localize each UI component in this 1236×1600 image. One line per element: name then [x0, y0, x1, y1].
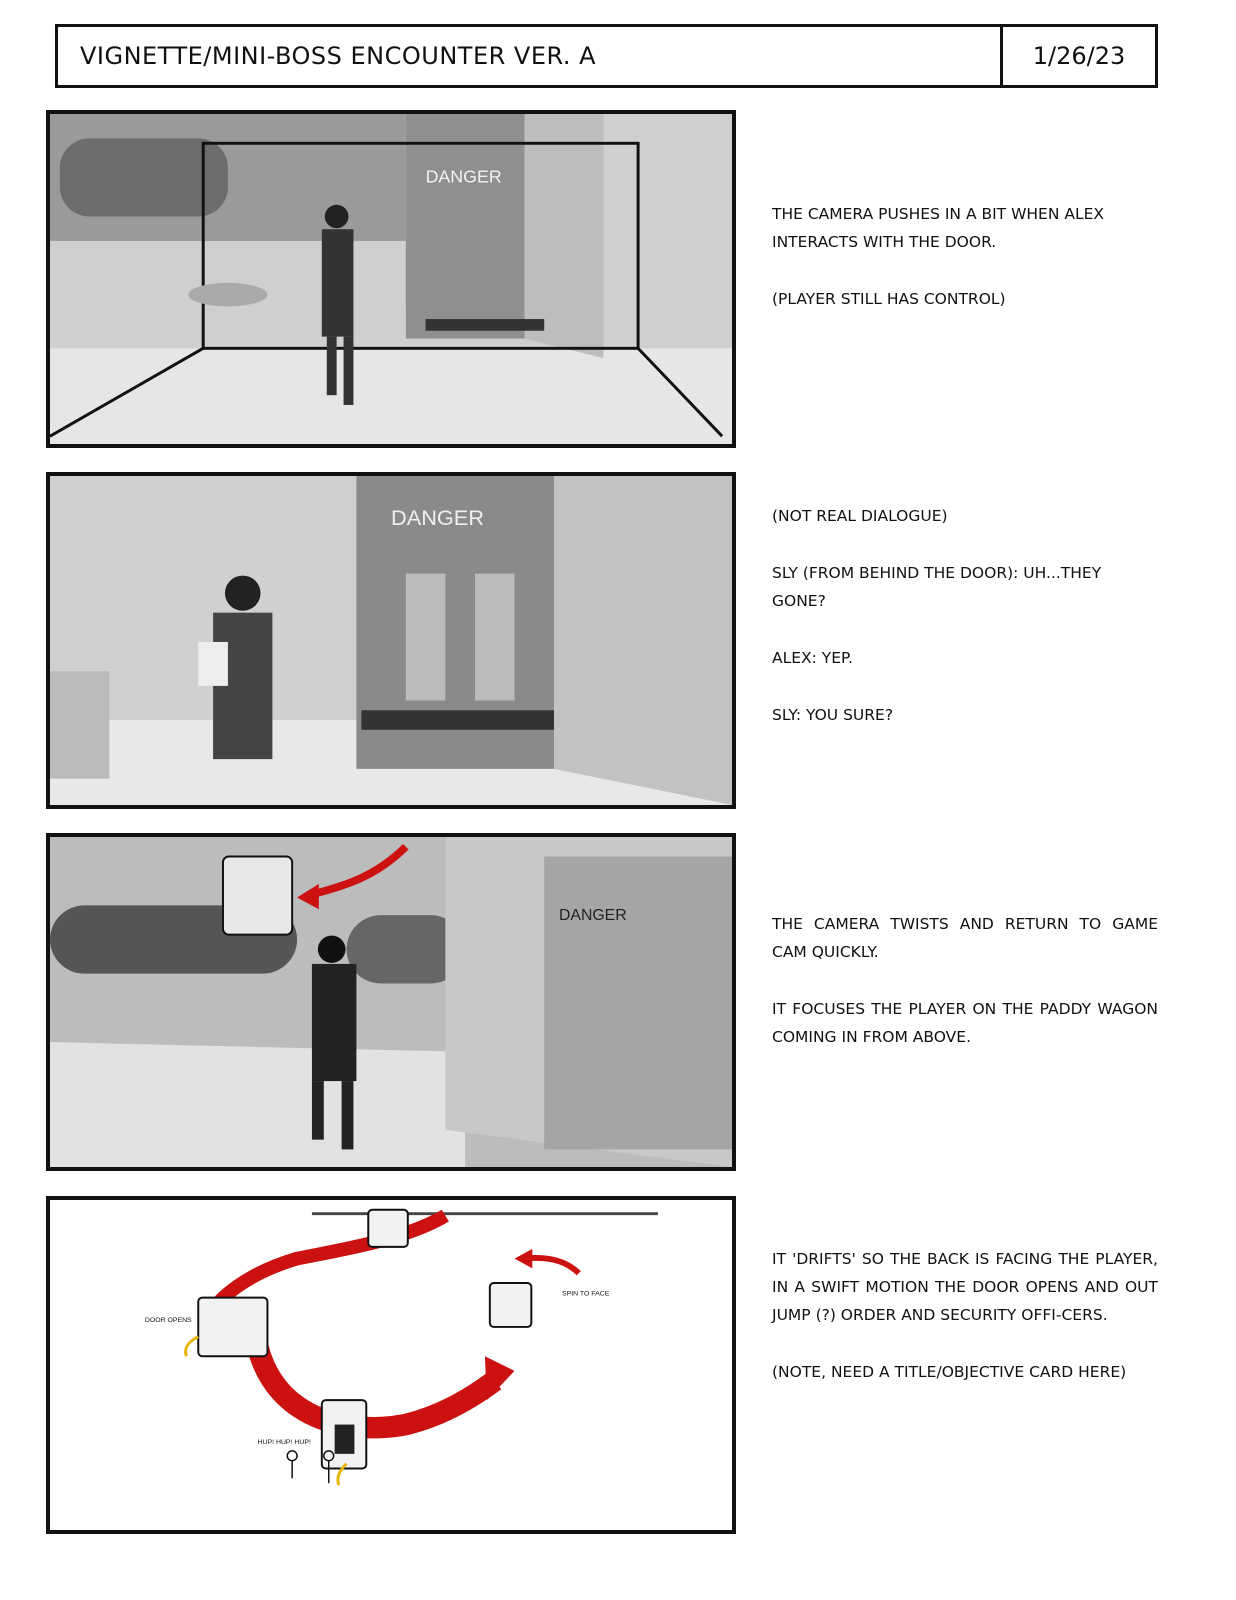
knocked-out-figure	[188, 283, 267, 306]
label-hup: HUP! HUP! HUP!	[257, 1439, 311, 1447]
panel-3-sketch	[50, 837, 732, 1167]
note-text: SLY (FROM BEHIND THE DOOR): UH...THEY GONE?	[772, 564, 1102, 610]
note-text: IT FOCUSES THE PLAYER ON THE PADDY WAGON COMING IN FROM ABOVE.	[772, 1000, 1158, 1046]
note-text: (NOTE, NEED A TITLE/OBJECTIVE CARD HERE)	[772, 1363, 1127, 1381]
danger-door	[544, 857, 732, 1150]
label-spin-to-face: SPIN TO FACE	[561, 1290, 610, 1298]
panel-3-notes	[772, 910, 1158, 1080]
paddy-wagon-top	[368, 1210, 408, 1247]
paddy-wagon-right	[490, 1283, 532, 1327]
alex-figure	[225, 576, 261, 611]
panel-4-diagram	[50, 1200, 732, 1530]
note-text: ALEX: YEP.	[772, 649, 853, 667]
panel-4-notes	[772, 1245, 1158, 1415]
note-text: IT 'DRIFTS' SO THE BACK IS FACING THE PLAYER, IN A SWIFT MOTION THE DOOR OPENS AND OUT JUMP (?) ORDER AND SECURITY OFFI-CERS.	[772, 1250, 1158, 1324]
note-text: (NOT REAL DIALOGUE)	[772, 507, 948, 525]
paddy-wagon	[223, 857, 292, 935]
storyboard-panel-3	[46, 833, 736, 1171]
storyboard-panel-4	[46, 1196, 736, 1534]
panel-2-notes	[772, 502, 1158, 758]
storyboard-panel-1	[46, 110, 736, 448]
storyboard-panel-2	[46, 472, 736, 809]
alex-figure	[318, 936, 346, 963]
label-door-opens: DOOR OPENS	[144, 1317, 192, 1325]
paddy-wagon-left	[198, 1298, 267, 1357]
note-text: SLY: YOU SURE?	[772, 706, 894, 724]
page-header	[55, 24, 1158, 88]
door-sign: DANGER	[391, 504, 485, 530]
door-sign: DANGER	[559, 907, 627, 924]
panel-1-notes	[772, 200, 1158, 342]
door-sign: DANGER	[425, 166, 502, 187]
page-title: VIGNETTE/MINI-BOSS ENCOUNTER VER. A	[80, 42, 597, 70]
knocked-out-figure	[50, 671, 109, 778]
panel-2-sketch	[50, 476, 732, 805]
danger-door	[406, 114, 525, 339]
alex-figure	[325, 205, 349, 228]
panel-1-sketch	[50, 114, 732, 444]
page-date: 1/26/23	[1000, 27, 1155, 85]
note-text: THE CAMERA TWISTS AND RETURN TO GAME CAM QUICKLY.	[772, 915, 1158, 961]
note-text: (PLAYER STILL HAS CONTROL)	[772, 290, 1006, 308]
note-text: THE CAMERA PUSHES IN A BIT WHEN ALEX INTERACTS WITH THE DOOR.	[772, 205, 1105, 251]
